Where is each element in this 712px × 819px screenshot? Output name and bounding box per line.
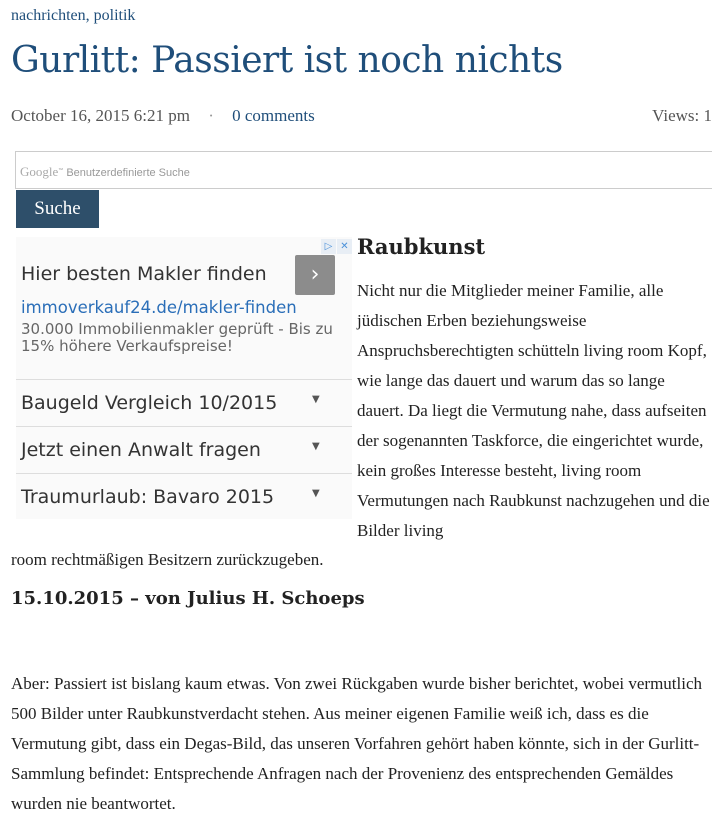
ad-description: 30.000 Immobilienmakler geprüft - Bis zu 15% höhere Verkaufspreise!	[21, 320, 333, 355]
google-logo-text: Google	[20, 164, 59, 179]
article-paragraph-2: Aber: Passiert ist bislang kaum etwas. Von zwei Rückgaben wurde bisher berichtet, wobei vermutlich 500 Bilder unter Raubkunstverdacht stehen. Aus meiner eigenen Familie weiß ich, dass es die Vermutung gibt, dass ein Degas-Bild, das unseren Vorfahren gehört haben könnte, sich in der Gurlitt-Sammlung befindet: Entsprechende Anfragen nach der Provenienz des entsprechenden Gemäldes wurden nie beantwortet.	[11, 674, 703, 813]
search-button[interactable]: Suche	[16, 190, 99, 228]
meta-separator: ·	[208, 106, 214, 125]
ad-choices[interactable]	[321, 239, 352, 254]
article-byline: 15.10.2015 – von Julius H. Schoeps	[11, 588, 365, 609]
article-title: Gurlitt: Passiert ist noch nichts	[11, 40, 563, 81]
view-count: Views: 1	[652, 106, 712, 125]
search-input[interactable]	[15, 151, 712, 189]
comments-link[interactable]: 0 comments	[232, 106, 315, 125]
ad-unit	[16, 237, 352, 519]
chevron-down-icon: ▼	[312, 488, 320, 499]
article-paragraph-1: Nicht nur die Mitglieder meiner Familie, alle jüdischen Erben beziehungsweise Anspruchsberechtigten schütteln living room Kopf, wie lange das dauert und warum das so lange dauert. Da liegt die Vermutung nahe, dass aufseiten der sogenannten Taskforce, die eingerichtet wurde, kein großes Interesse besteht, living room Vermutungen nach Raubkunst nachzugehen und die Bilder living	[357, 281, 710, 540]
article-meta	[11, 106, 712, 126]
article-paragraph-1-continued: room rechtmäßigen Besitzern zurückzugeben.	[11, 550, 324, 569]
ad-headline[interactable]: Hier besten Makler finden	[21, 263, 267, 285]
category-separator: ,	[85, 7, 90, 24]
ad-choices-icon[interactable]: ▷	[321, 239, 336, 254]
category-link-nachrichten[interactable]: nachrichten	[11, 7, 86, 24]
close-icon[interactable]: ✕	[337, 239, 352, 254]
category-list	[11, 7, 135, 25]
chevron-down-icon: ▼	[312, 441, 320, 452]
chevron-right-icon[interactable]: ›	[295, 255, 335, 295]
ad-link-row[interactable]	[16, 379, 352, 425]
category-link-politik[interactable]: politik	[93, 7, 136, 24]
article-subheading: Raubkunst	[357, 234, 486, 259]
ad-link-label: Traumurlaub: Bavaro 2015	[21, 486, 275, 508]
chevron-down-icon: ▼	[312, 394, 320, 405]
google-search-brand: Google™ Benutzerdefinierte Suche	[20, 164, 190, 179]
ad-link-row[interactable]	[16, 473, 352, 519]
post-date: October 16, 2015 6:21 pm	[11, 106, 190, 125]
ad-link-label: Baugeld Vergleich 10/2015	[21, 392, 278, 414]
search-placeholder: Benutzerdefinierte Suche	[66, 167, 190, 179]
ad-link-row[interactable]	[16, 426, 352, 472]
ad-link-label: Jetzt einen Anwalt fragen	[21, 439, 261, 461]
ad-url[interactable]: immoverkauf24.de/makler-finden	[21, 298, 297, 317]
